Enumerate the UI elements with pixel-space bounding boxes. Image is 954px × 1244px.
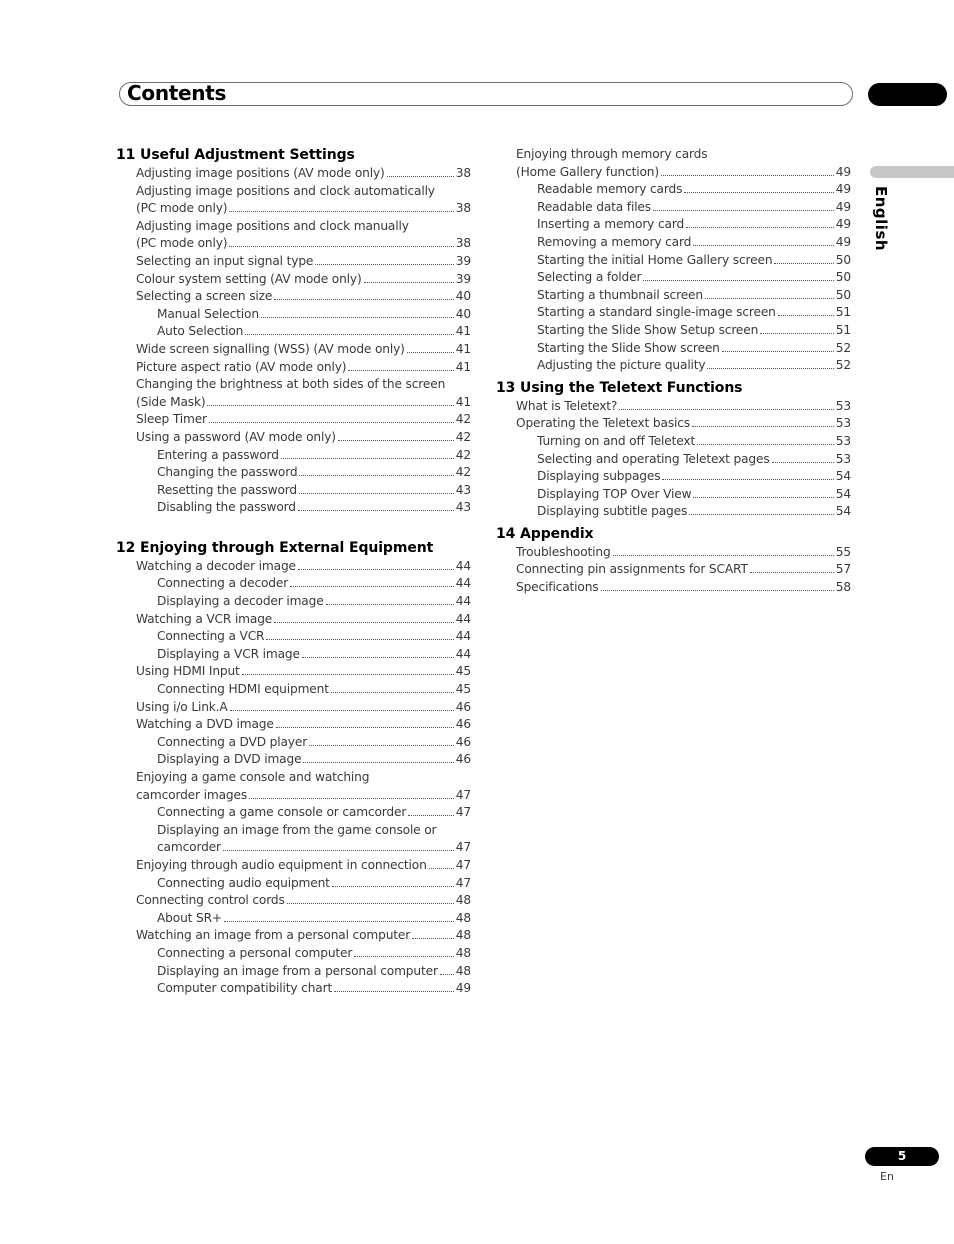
dot-leader <box>686 216 834 228</box>
toc-page-number: 41 <box>455 324 471 339</box>
toc-entry-text: Connecting HDMI equipment <box>157 682 329 697</box>
header-bar <box>119 82 853 106</box>
toc-entry[interactable] <box>116 482 471 500</box>
toc-entry-text: Using i/o Link.A <box>136 699 228 714</box>
dot-leader <box>298 499 454 511</box>
dot-leader <box>274 288 454 300</box>
section-title: 13 Using the Teletext Functions <box>496 379 743 396</box>
toc-entry-text: Adjusting image positions and clock automatically <box>136 183 435 198</box>
toc-entry-text: (PC mode only) <box>136 236 228 251</box>
toc-page-number: 47 <box>455 805 471 820</box>
toc-entry[interactable] <box>496 146 851 181</box>
toc-page-number: 43 <box>455 500 471 515</box>
toc-page-number: 38 <box>455 166 471 180</box>
dot-leader <box>266 628 453 640</box>
toc-page-number: 48 <box>455 893 471 908</box>
dot-leader <box>408 804 454 816</box>
toc-entry[interactable] <box>496 561 851 579</box>
dot-leader <box>229 235 453 247</box>
toc-entry[interactable] <box>116 699 471 717</box>
toc-page-number: 53 <box>835 398 851 413</box>
toc-section <box>496 146 851 375</box>
toc-entry-text: Enjoying through audio equipment in connection <box>136 857 427 872</box>
toc-entry[interactable] <box>496 451 851 469</box>
dot-leader <box>299 464 453 476</box>
toc-entry[interactable] <box>116 804 471 822</box>
dot-leader <box>223 839 454 851</box>
toc-page-number: 46 <box>455 734 471 749</box>
toc-entry-text: Displaying TOP Over View <box>537 486 692 501</box>
toc-entry[interactable] <box>496 468 851 486</box>
toc-entry[interactable] <box>496 486 851 504</box>
toc-entry-text: Starting the Slide Show Setup screen <box>537 322 759 337</box>
toc-entry[interactable] <box>116 447 471 465</box>
toc-entry-text: What is Teletext? <box>516 398 618 413</box>
toc-entry-text: Displaying an image from a personal computer <box>157 963 438 978</box>
toc-entry-text: Connecting control cords <box>136 893 285 908</box>
dot-leader <box>407 341 454 353</box>
dot-leader <box>242 663 454 675</box>
toc-entry-text: Manual Selection <box>157 306 259 321</box>
toc-section <box>116 146 471 517</box>
toc-entry[interactable] <box>116 288 471 306</box>
toc-page-number: 42 <box>455 412 471 427</box>
toc-entry[interactable] <box>496 287 851 305</box>
toc-page-number: 54 <box>835 486 851 501</box>
dot-leader <box>261 306 454 318</box>
dot-leader <box>209 411 454 423</box>
toc-entry[interactable] <box>116 429 471 447</box>
toc-entry-text: Watching a DVD image <box>136 717 274 732</box>
toc-section <box>496 525 851 597</box>
toc-page-number: 51 <box>835 322 851 337</box>
toc-page-number: 38 <box>455 236 471 251</box>
dot-leader <box>309 734 454 746</box>
toc-page-number: 51 <box>835 305 851 320</box>
dot-leader <box>387 165 454 177</box>
toc-entry-text: Watching an image from a personal computer <box>136 928 411 943</box>
toc-entry-text: Selecting a folder <box>537 270 642 285</box>
toc-entry-text: Displaying a DVD image <box>157 752 302 767</box>
toc-entry-text: Connecting a game console or camcorder <box>157 805 407 820</box>
toc-page-number: 48 <box>455 928 471 943</box>
toc-page-number: 40 <box>455 289 471 304</box>
dot-leader <box>332 875 454 887</box>
toc-page-number: 49 <box>835 234 851 249</box>
toc-entry-text: Enjoying a game console and watching <box>136 770 370 784</box>
toc-entry-text: Watching a VCR image <box>136 611 273 626</box>
toc-page-number: 44 <box>455 629 471 644</box>
toc-page-number: 47 <box>455 840 471 855</box>
toc-entry-text: Readable memory cards <box>537 182 683 197</box>
toc-entry-text: Disabling the password <box>157 500 296 515</box>
dot-leader <box>274 611 454 623</box>
dot-leader <box>693 486 833 498</box>
toc-entry-text: Connecting a VCR <box>157 629 265 644</box>
dot-leader <box>276 716 454 728</box>
toc-entry[interactable] <box>116 716 471 734</box>
toc-section <box>116 539 471 998</box>
dot-leader <box>299 482 454 494</box>
toc-entry[interactable] <box>116 464 471 482</box>
dot-leader <box>692 415 834 427</box>
dot-leader <box>613 544 834 556</box>
toc-page-number: 48 <box>455 910 471 925</box>
toc-entry[interactable] <box>496 357 851 375</box>
toc-entry[interactable] <box>116 910 471 928</box>
toc-page-number: 45 <box>455 664 471 679</box>
dot-leader <box>778 304 834 316</box>
toc-entry[interactable] <box>116 963 471 981</box>
toc-page-number: 42 <box>455 447 471 462</box>
toc-entry-text: Computer compatibility chart <box>157 981 333 996</box>
toc-page-number: 41 <box>455 394 471 409</box>
toc-entry[interactable] <box>116 558 471 576</box>
toc-page-number: 54 <box>835 504 851 519</box>
dot-leader <box>772 451 834 463</box>
toc-page-number: 46 <box>455 699 471 714</box>
toc-entry[interactable] <box>116 323 471 341</box>
dot-leader <box>722 340 834 352</box>
toc-entry[interactable] <box>116 628 471 646</box>
dot-leader <box>315 253 454 265</box>
dot-leader <box>774 252 833 264</box>
toc-entry[interactable] <box>116 769 471 804</box>
toc-entry-text: (PC mode only) <box>136 201 228 216</box>
dot-leader <box>287 892 454 904</box>
toc-entry[interactable] <box>116 980 471 998</box>
toc-page-number: 39 <box>455 253 471 268</box>
dot-leader <box>750 561 834 573</box>
dot-leader <box>230 699 454 711</box>
header-tab <box>868 83 947 106</box>
toc-page-number: 52 <box>835 340 851 355</box>
toc-entry[interactable] <box>116 376 471 411</box>
toc-page-number: 47 <box>455 857 471 872</box>
dot-leader <box>338 429 454 441</box>
toc-entry[interactable] <box>496 322 851 340</box>
dot-leader <box>298 558 454 570</box>
toc-entry[interactable] <box>116 875 471 893</box>
toc-page-number: 49 <box>835 182 851 197</box>
dot-leader <box>440 963 454 975</box>
toc-page-number: 53 <box>835 451 851 466</box>
toc-right-column <box>496 146 851 597</box>
toc-entry[interactable] <box>116 575 471 593</box>
toc-page-number: 58 <box>835 580 851 595</box>
toc-entry-text: (Side Mask) <box>136 394 206 409</box>
toc-entry[interactable] <box>116 306 471 324</box>
dot-leader <box>224 910 454 922</box>
toc-entry[interactable] <box>496 415 851 433</box>
toc-entry[interactable] <box>496 340 851 358</box>
toc-entry[interactable] <box>116 681 471 699</box>
toc-entry-text: Picture aspect ratio (AV mode only) <box>136 359 347 374</box>
dot-leader <box>661 164 834 176</box>
toc-page-number: 38 <box>455 201 471 216</box>
toc-entry-text: Displaying an image from the game console or <box>157 822 437 837</box>
toc-entry-text: Specifications <box>516 580 599 595</box>
dot-leader <box>760 322 834 334</box>
dot-leader <box>281 447 454 459</box>
toc-page-number: 50 <box>835 287 851 302</box>
dot-leader <box>326 593 454 605</box>
toc-entry-text: Connecting audio equipment <box>157 875 330 890</box>
toc-entry-text: Starting a standard single-image screen <box>537 305 776 320</box>
toc-page-number: 52 <box>835 358 851 373</box>
toc-entry[interactable] <box>496 252 851 270</box>
toc-page-number: 44 <box>455 576 471 591</box>
dot-leader <box>643 269 833 281</box>
section-title: 14 Appendix <box>496 525 594 542</box>
toc-page-number: 49 <box>835 164 851 179</box>
toc-entry-text: Connecting a DVD player <box>157 734 308 749</box>
dot-leader <box>693 234 834 246</box>
toc-entry[interactable] <box>116 499 471 517</box>
toc-entry-text: Connecting pin assignments for SCART <box>516 562 748 577</box>
toc-page-number: 47 <box>455 787 471 802</box>
dot-leader <box>302 646 454 658</box>
toc-entry[interactable] <box>496 181 851 199</box>
toc-entry-text: camcorder images <box>136 787 248 802</box>
dot-leader <box>207 394 453 406</box>
toc-entry[interactable] <box>496 579 851 597</box>
toc-entry-text: Colour system setting (AV mode only) <box>136 271 362 286</box>
toc-page-number: 45 <box>455 682 471 697</box>
toc-entry-text: Selecting and operating Teletext pages <box>537 451 770 466</box>
toc-entry[interactable] <box>116 165 471 183</box>
toc-entry[interactable] <box>116 734 471 752</box>
toc-entry[interactable] <box>116 183 471 218</box>
toc-entry[interactable] <box>496 398 851 416</box>
dot-leader <box>348 359 453 371</box>
dot-leader <box>331 681 454 693</box>
toc-entry-text: Removing a memory card <box>537 234 692 249</box>
toc-page-number: 44 <box>455 594 471 609</box>
toc-page-number: 54 <box>835 469 851 484</box>
toc-entry[interactable] <box>496 234 851 252</box>
toc-page-number: 50 <box>835 270 851 285</box>
dot-leader <box>619 398 834 410</box>
toc-entry-text: Enjoying through memory cards <box>516 147 708 161</box>
toc-entry-text: Starting the initial Home Gallery screen <box>537 252 773 267</box>
language-label: English <box>872 186 890 252</box>
toc-section <box>496 379 851 521</box>
toc-entry-text: Starting a thumbnail screen <box>537 287 703 302</box>
toc-page-number: 44 <box>455 558 471 573</box>
toc-page-number: 42 <box>455 429 471 444</box>
dot-leader <box>689 503 834 515</box>
toc-page-number: 48 <box>455 963 471 978</box>
toc-page-number: 40 <box>455 306 471 321</box>
toc-entry-text: camcorder <box>157 840 221 855</box>
toc-entry[interactable] <box>496 503 851 521</box>
toc-page-number: 46 <box>455 717 471 732</box>
dot-leader <box>334 980 454 992</box>
dot-leader <box>653 199 834 211</box>
toc-page-number: 41 <box>455 341 471 356</box>
toc-entry-text: Auto Selection <box>157 324 244 339</box>
toc-page-number: 49 <box>835 217 851 232</box>
toc-entry[interactable] <box>116 751 471 769</box>
toc-entry-text: Troubleshooting <box>516 544 611 559</box>
toc-entry[interactable] <box>116 271 471 289</box>
toc-entry[interactable] <box>116 857 471 875</box>
toc-page-number: 44 <box>455 611 471 626</box>
toc-entry-text: Starting the Slide Show screen <box>537 340 720 355</box>
toc-page-number: 53 <box>835 433 851 448</box>
toc-page-number: 55 <box>835 544 851 559</box>
dot-leader <box>412 927 454 939</box>
toc-page-number: 57 <box>835 562 851 577</box>
toc-entry-text: About SR+ <box>157 910 222 925</box>
toc-entry[interactable] <box>496 216 851 234</box>
toc-entry[interactable] <box>116 646 471 664</box>
dot-leader <box>707 357 833 369</box>
toc-entry-text: Using a password (AV mode only) <box>136 429 336 444</box>
toc-entry-text: Connecting a decoder <box>157 576 289 591</box>
toc-page-number: 53 <box>835 416 851 431</box>
page-language: En <box>880 1170 894 1183</box>
toc-entry[interactable] <box>116 341 471 359</box>
toc-entry[interactable] <box>116 822 471 857</box>
page-title: Contents <box>127 81 227 105</box>
dot-leader <box>705 287 834 299</box>
toc-entry-text: Changing the password <box>157 465 298 480</box>
toc-entry-text: Connecting a personal computer <box>157 945 353 960</box>
dot-leader <box>429 857 454 869</box>
dot-leader <box>601 579 834 591</box>
dot-leader <box>303 751 453 763</box>
toc-entry-text: Sleep Timer <box>136 412 207 427</box>
toc-entry[interactable] <box>496 544 851 562</box>
toc-entry-text: Entering a password <box>157 447 279 462</box>
page-number: 5 <box>865 1147 939 1166</box>
dot-leader <box>697 433 834 445</box>
toc-entry-text: Adjusting image positions and clock manually <box>136 218 409 233</box>
toc-entry[interactable] <box>116 892 471 910</box>
toc-page-number: 50 <box>835 252 851 267</box>
toc-entry-text: Adjusting the picture quality <box>537 358 706 373</box>
toc-entry-text: Inserting a memory card <box>537 217 685 232</box>
toc-entry-text: Displaying subtitle pages <box>537 504 688 519</box>
toc-entry-text: Readable data files <box>537 199 651 214</box>
toc-entry-text: (Home Gallery function) <box>516 164 659 179</box>
toc-entry-text: Resetting the password <box>157 482 297 497</box>
toc-entry[interactable] <box>116 253 471 271</box>
toc-page-number: 43 <box>455 482 471 497</box>
toc-left-column <box>116 146 471 998</box>
toc-entry[interactable] <box>116 663 471 681</box>
toc-entry[interactable] <box>496 304 851 322</box>
dot-leader <box>684 181 833 193</box>
dot-leader <box>249 787 454 799</box>
toc-entry[interactable] <box>116 945 471 963</box>
toc-entry-text: Turning on and off Teletext <box>537 433 696 448</box>
dot-leader <box>364 271 454 283</box>
dot-leader <box>229 200 453 212</box>
toc-entry-text: Adjusting image positions (AV mode only) <box>136 166 385 180</box>
dot-leader <box>354 945 454 957</box>
section-title: 12 Enjoying through External Equipment <box>116 539 434 556</box>
toc-page-number: 49 <box>835 199 851 214</box>
toc-page-number: 46 <box>455 752 471 767</box>
toc-entry-text: Changing the brightness at both sides of the screen <box>136 377 446 392</box>
toc-page-number: 39 <box>455 271 471 286</box>
toc-entry-text: Operating the Teletext basics <box>516 416 691 431</box>
toc-entry-text: Selecting an input signal type <box>136 253 314 268</box>
toc-entry-text: Using HDMI Input <box>136 664 240 679</box>
toc-entry[interactable] <box>116 218 471 253</box>
toc-page-number: 42 <box>455 465 471 480</box>
toc-entry-text: Wide screen signalling (WSS) (AV mode only) <box>136 341 405 356</box>
dot-leader <box>245 323 454 335</box>
toc-entry[interactable] <box>116 611 471 629</box>
toc-entry[interactable] <box>496 433 851 451</box>
toc-entry[interactable] <box>116 359 471 377</box>
toc-page-number: 49 <box>455 981 471 996</box>
toc-entry[interactable] <box>116 927 471 945</box>
language-tab <box>870 166 954 178</box>
toc-entry-text: Selecting a screen size <box>136 289 273 304</box>
toc-page-number: 44 <box>455 646 471 661</box>
toc-entry[interactable] <box>496 199 851 217</box>
toc-entry-text: Displaying a decoder image <box>157 594 324 609</box>
toc-entry-text: Displaying subpages <box>537 469 661 484</box>
toc-entry[interactable] <box>116 411 471 429</box>
toc-page-number: 41 <box>455 359 471 374</box>
toc-page-number: 47 <box>455 875 471 890</box>
dot-leader <box>290 575 454 587</box>
dot-leader <box>662 468 833 480</box>
toc-entry-text: Displaying a VCR image <box>157 646 300 661</box>
toc-entry[interactable] <box>116 593 471 611</box>
section-title: 11 Useful Adjustment Settings <box>116 147 355 163</box>
toc-entry[interactable] <box>496 269 851 287</box>
toc-page-number: 48 <box>455 945 471 960</box>
toc-entry-text: Watching a decoder image <box>136 558 296 573</box>
